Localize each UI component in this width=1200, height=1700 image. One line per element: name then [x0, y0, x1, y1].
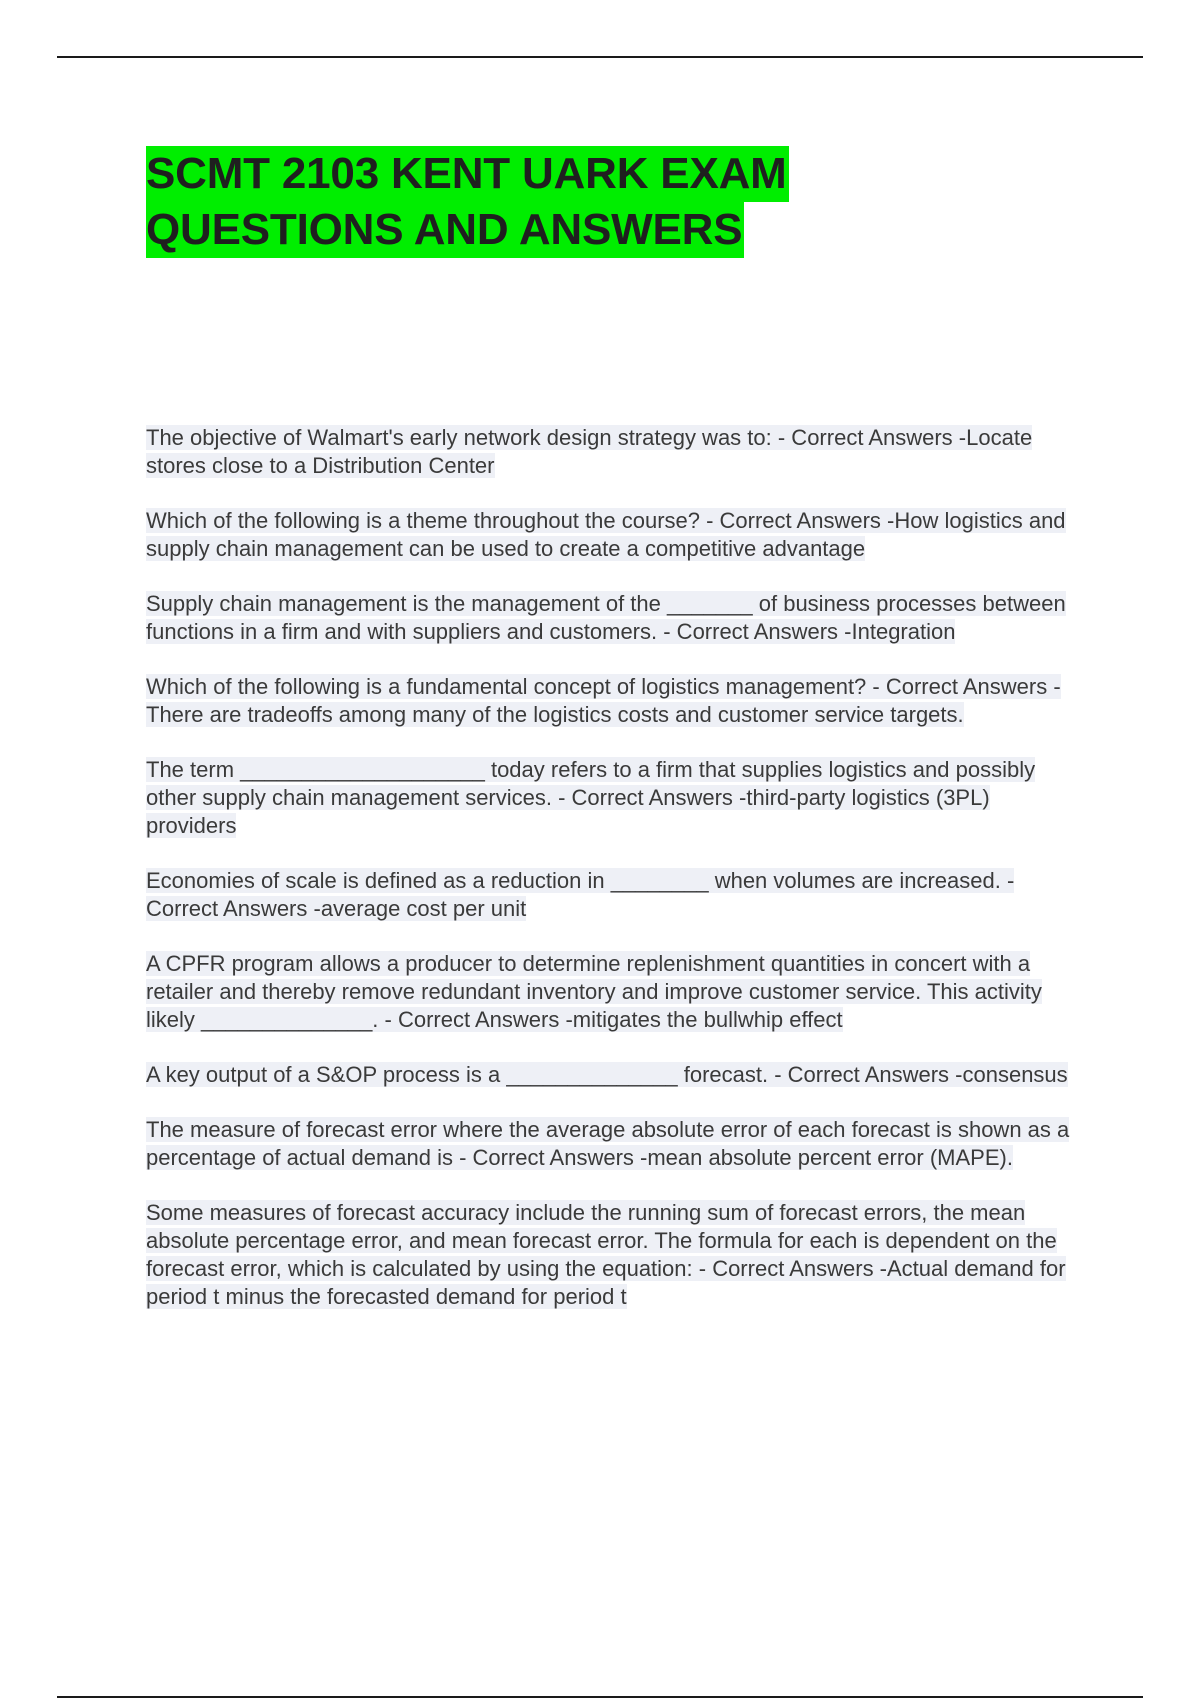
- qa-item-7: [146, 950, 1086, 1034]
- qa-item-10: [146, 1199, 1086, 1311]
- qa-text: Economies of scale is defined as a reduction in ________ when volumes are increased. - Correct Answers -average cost per unit: [146, 868, 1015, 921]
- qa-text: A key output of a S&OP process is a ______________ forecast. - Correct Answers -consensus: [146, 1062, 1068, 1087]
- qa-item-8: [146, 1061, 1086, 1089]
- qa-text: The objective of Walmart's early network design strategy was to: - Correct Answers -Locate stores close to a Distribution Center: [146, 425, 1033, 478]
- qa-text: The term ____________________ today refers to a firm that supplies logistics and possibly other supply chain management services. - Correct Answers -third-party logistics (3PL) providers: [146, 757, 1036, 838]
- title-line-2: QUESTIONS AND ANSWERS: [146, 202, 744, 258]
- qa-item-1: [146, 424, 1086, 480]
- top-rule: [57, 56, 1143, 58]
- qa-text: Which of the following is a fundamental concept of logistics management? - Correct Answers -There are tradeoffs among many of the logistics costs and customer service targets.: [146, 674, 1061, 727]
- title-line-1: SCMT 2103 KENT UARK EXAM: [146, 146, 789, 202]
- qa-text: Some measures of forecast accuracy include the running sum of forecast errors, the mean absolute percentage error, and mean forecast error. The formula for each is dependent on the forecast error, which is calculated by using the equation: - Correct Answers -Actual demand for period t minus the forecasted demand for period t: [146, 1200, 1066, 1309]
- qa-item-5: [146, 756, 1086, 840]
- document-title: [146, 146, 1106, 258]
- qa-text: Which of the following is a theme throughout the course? - Correct Answers -How logistics and supply chain management can be used to create a competitive advantage: [146, 508, 1066, 561]
- qa-item-4: [146, 673, 1086, 729]
- qa-text: A CPFR program allows a producer to determine replenishment quantities in concert with a retailer and thereby remove redundant inventory and improve customer service. This activity likely ______________. - Correct Answers -mitigates the bullwhip effect: [146, 951, 1042, 1032]
- qa-text: The measure of forecast error where the average absolute error of each forecast is shown as a percentage of actual demand is - Correct Answers -mean absolute percent error (MAPE).: [146, 1117, 1070, 1170]
- qa-list: [146, 424, 1086, 1338]
- bottom-rule: [57, 1696, 1143, 1698]
- qa-item-6: [146, 867, 1086, 923]
- qa-item-3: [146, 590, 1086, 646]
- qa-item-9: [146, 1116, 1086, 1172]
- qa-item-2: [146, 507, 1086, 563]
- qa-text: Supply chain management is the management of the _______ of business processes between functions in a firm and with suppliers and customers. - Correct Answers -Integration: [146, 591, 1066, 644]
